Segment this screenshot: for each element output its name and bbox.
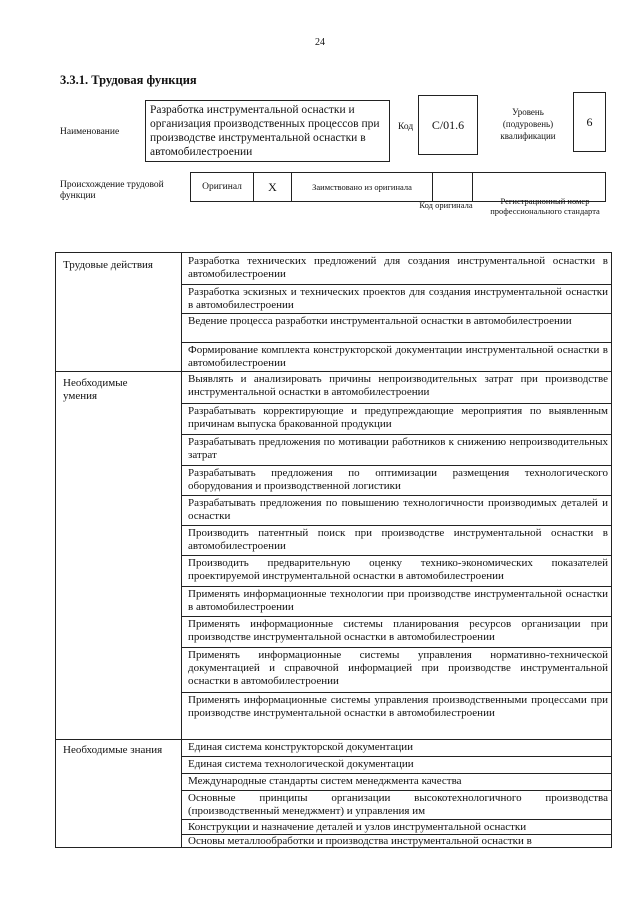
list-item: Разрабатывать предложения по мотивации работников к снижению непроизводительных затрат <box>188 436 608 461</box>
requirements-table <box>55 252 612 848</box>
list-item: Разрабатывать предложения по оптимизации размещения технологического оборудования и производственной логистики <box>188 467 608 492</box>
list-item: Выявлять и анализировать причины непроизводительных затрат при производстве инструментальной оснастки в автомобилестроении <box>188 373 608 398</box>
list-item: Формирование комплекта конструкторской документации инструментальной оснастки в автомобилестроении <box>188 344 608 369</box>
origin-label: Происхождение трудовой функции <box>60 180 164 201</box>
section-title-actions: Трудовые действия <box>63 259 153 271</box>
list-item: Основы металлообработки и производства инструментальной оснастки в <box>188 835 532 847</box>
code-label: Код <box>398 122 414 132</box>
section-divider <box>56 371 611 372</box>
section-divider <box>56 739 611 740</box>
list-item: Разрабатывать предложения по повышению технологичности производимых деталей и оснастки <box>188 497 608 522</box>
borrowed-label: Заимствовано из оригинала <box>292 173 433 201</box>
page-number: 24 <box>315 37 325 48</box>
code-original-cell <box>433 173 473 201</box>
list-item: Основные принципы организации высокотехнологичного производства (производственный менеджмент) и управления им <box>188 792 608 817</box>
list-item: Разработка эскизных и технических проектов для создания инструментальной оснастки в автомобилестроении <box>188 286 608 311</box>
level-value: 6 <box>573 92 606 152</box>
original-label: Оригинал <box>191 173 254 201</box>
list-item: Международные стандарты систем менеджмента качества <box>188 775 462 787</box>
list-item: Производить предварительную оценку технико-экономических показателей проектируемой инструментальной оснастки в автомобилестроении <box>188 557 608 582</box>
list-item: Производить патентный поиск при производстве инструментальной оснастки в автомобилестроении <box>188 527 608 552</box>
code-value: С/01.6 <box>418 95 478 155</box>
section-title-knowledge: Необходимые знания <box>63 744 163 756</box>
list-item: Применять информационные системы управления нормативно-технической документацией и справочной информацией при производстве инструментальной оснастки в автомобилестроении <box>188 649 608 687</box>
list-item: Единая система конструкторской документации <box>188 741 414 753</box>
list-item: Разрабатывать корректирующие и предупреждающие мероприятия по выявленным причинам выпуска бракованной продукции <box>188 405 608 430</box>
list-item: Применять информационные системы планирования ресурсов организации при производстве инструментальной оснастки в автомобилестроении <box>188 618 608 643</box>
list-item: Конструкции и назначение деталей и узлов инструментальной оснастки <box>188 821 527 833</box>
list-item: Применять информационные системы управления производственными процессами при производстве инструментальной оснастки в автомобилестроении <box>188 694 608 719</box>
name-label: Наименование <box>60 127 120 137</box>
section-title-skills: Необходимые умения <box>63 377 128 402</box>
original-mark: X <box>254 173 292 201</box>
name-value: Разработка инструментальной оснастки и организация производственных процессов при производстве инструментальной оснастки в автомобилестроении <box>145 100 390 162</box>
code-original-label: Код оригинала <box>419 200 473 210</box>
section-title: 3.3.1. Трудовая функция <box>60 73 197 87</box>
level-label: Уровень (подуровень) квалификации <box>500 107 556 141</box>
list-item: Разработка технических предложений для создания инструментальной оснастки в автомобилестроении <box>188 255 608 280</box>
list-item: Ведение процесса разработки инструментальной оснастки в автомобилестроении <box>188 315 572 327</box>
list-item: Применять информационные технологии при производстве инструментальной оснастки в автомобилестроении <box>188 588 608 613</box>
reg-number-label: Регистрационный номер профессионального стандарта <box>490 196 600 216</box>
list-item: Единая система технологической документации <box>188 758 414 770</box>
